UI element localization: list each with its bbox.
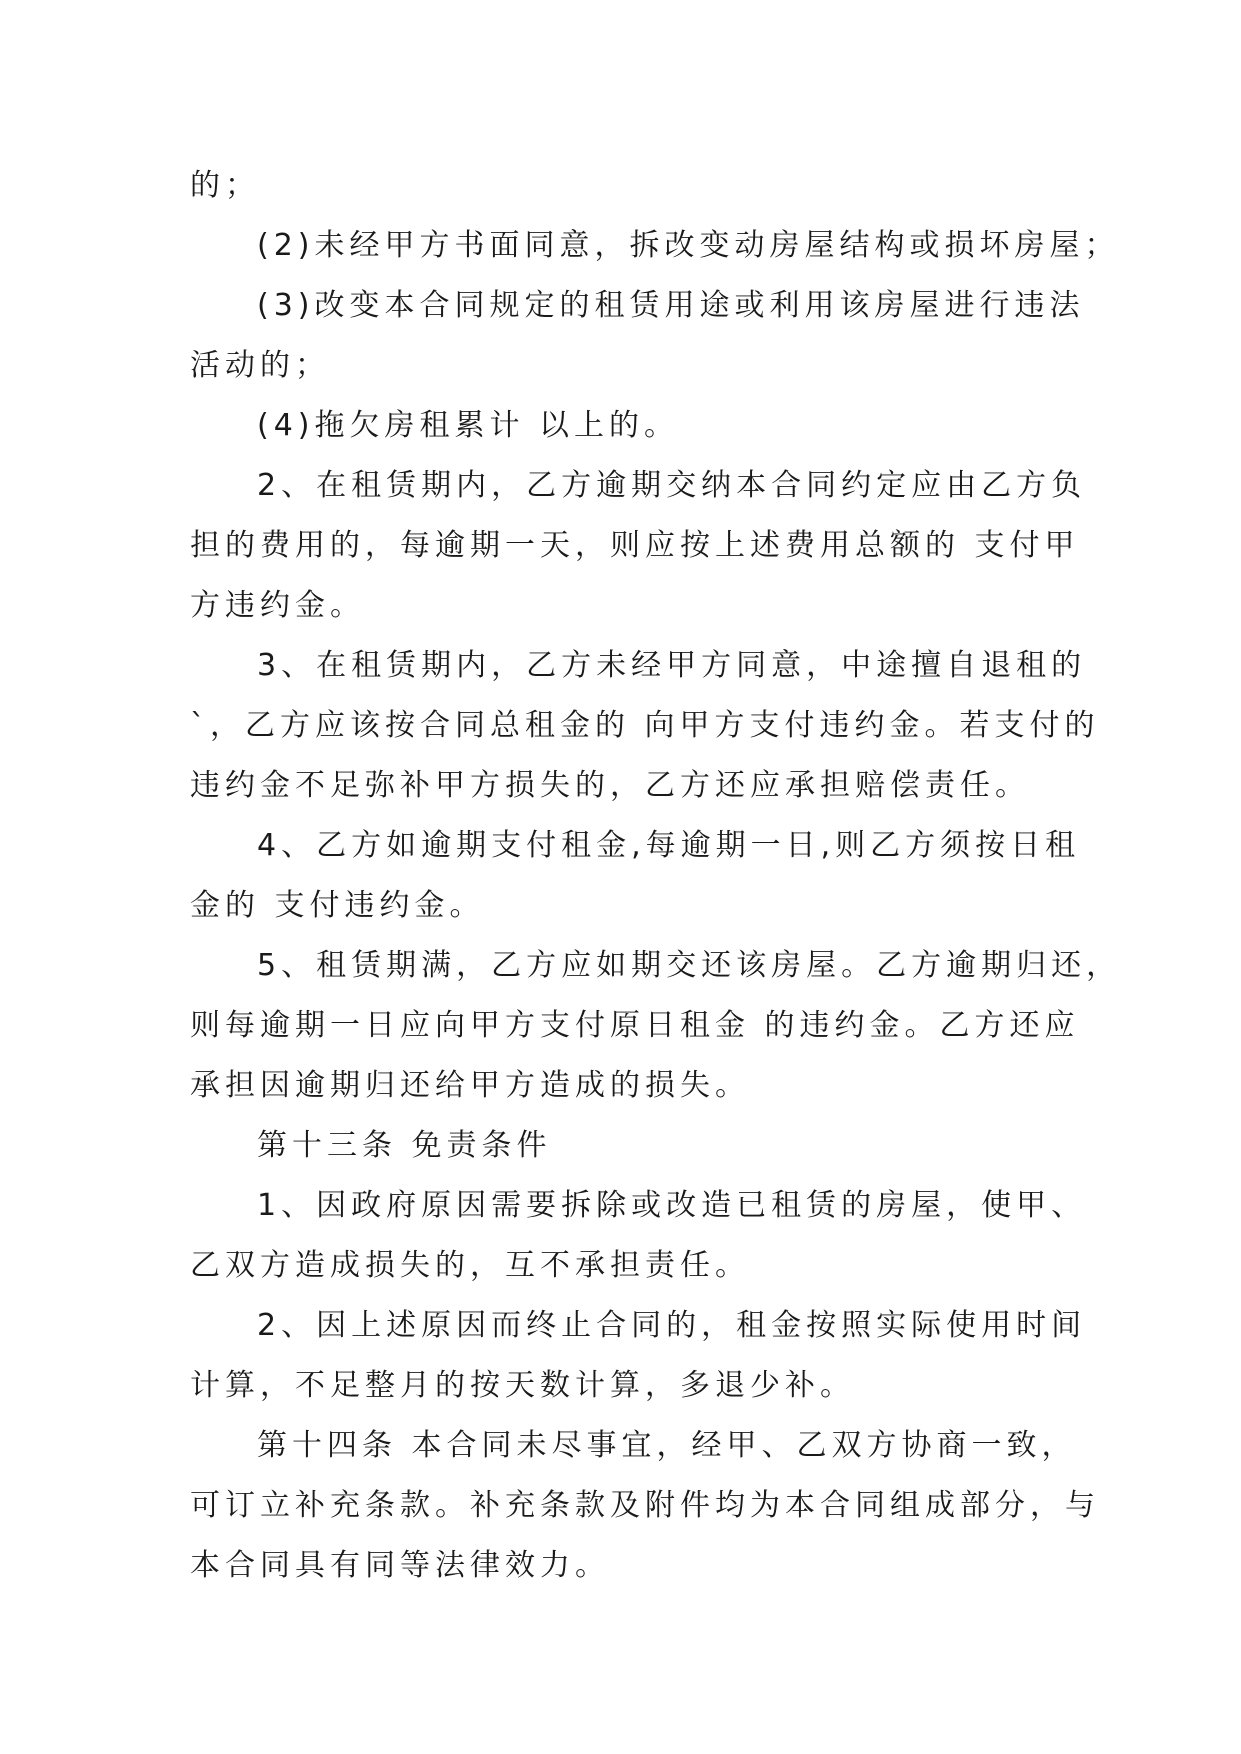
text-line: 的；	[190, 168, 260, 203]
text-line: 乙双方造成损失的，互不承担责任。	[190, 1248, 750, 1283]
text-line: 第十四条 本合同未尽事宜，经甲、乙双方协商一致，	[257, 1428, 1077, 1463]
text-line: 2、因上述原因而终止合同的，租金按照实际使用时间	[257, 1308, 1087, 1343]
text-line: 第十三条 免责条件	[257, 1128, 552, 1163]
contract-text-body	[190, 156, 1122, 1596]
text-line: (4)拖欠房租累计 以上的。	[257, 408, 680, 443]
text-line: 可订立补充条款。补充条款及附件均为本合同组成部分，与	[190, 1488, 1100, 1523]
text-line: 违约金不足弥补甲方损失的，乙方还应承担赔偿责任。	[190, 768, 1030, 803]
text-line: 3、在租赁期内，乙方未经甲方同意，中途擅自退租的	[257, 648, 1087, 683]
text-line: 2、在租赁期内，乙方逾期交纳本合同约定应由乙方负	[257, 468, 1087, 503]
text-line: 1、因政府原因需要拆除或改造已租赁的房屋，使甲、	[257, 1188, 1087, 1223]
text-line: 方违约金。	[190, 588, 365, 623]
text-line: 5、租赁期满，乙方应如期交还该房屋。乙方逾期归还，	[257, 948, 1122, 983]
text-line: 则每逾期一日应向甲方支付原日租金 的违约金。乙方还应	[190, 1008, 1080, 1043]
text-line: (2)未经甲方书面同意，拆改变动房屋结构或损坏房屋；	[257, 228, 1120, 263]
text-line: 活动的；	[190, 348, 330, 383]
text-line: `，乙方应该按合同总租金的 向甲方支付违约金。若支付的	[190, 708, 1100, 743]
text-line: 计算，不足整月的按天数计算，多退少补。	[190, 1368, 855, 1403]
text-line: 担的费用的，每逾期一天，则应按上述费用总额的 支付甲	[190, 528, 1080, 563]
text-line: 4、乙方如逾期支付租金,每逾期一日,则乙方须按日租	[257, 828, 1081, 863]
text-line: 金的 支付违约金。	[190, 888, 485, 923]
text-line: 承担因逾期归还给甲方造成的损失。	[190, 1068, 750, 1103]
text-line: (3)改变本合同规定的租赁用途或利用该房屋进行违法	[257, 288, 1085, 323]
text-line: 本合同具有同等法律效力。	[190, 1548, 610, 1583]
